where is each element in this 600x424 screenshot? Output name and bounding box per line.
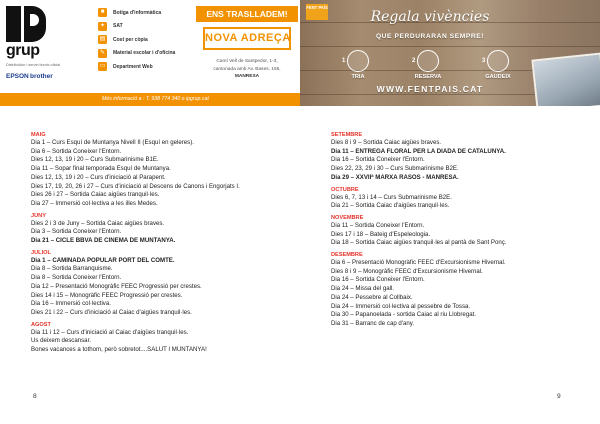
event-item: Dies 22, 23, 29 i 30 – Curs Submarinisme B2E.	[331, 165, 459, 173]
distribution-text: Distribuïdor i servei tècnic oficial	[6, 63, 61, 67]
event-item: Dia 11 – Sopar final temporada Esquí de Muntanya.	[31, 165, 171, 173]
service-item	[98, 60, 198, 74]
fentpais-steps	[328, 50, 528, 80]
event-item: Dies 8 i 9 – Sortida Caiac aigües braves.	[331, 139, 442, 146]
event-item-highlight: Dia 21 – CICLE BBVA DE CINEMA DE MUNTANYA.	[31, 237, 176, 245]
step-circle-icon	[347, 50, 369, 72]
event-item-highlight: Dia 11 – ENTREGA FLORAL PER LA DIADA DE CATALUNYA.	[331, 147, 506, 155]
address-line-1: Camí Vell de Santpedor, 1-3,	[216, 59, 278, 64]
event-item: Dies 12, 13, 19 i 20 – Curs Submarinisme B1E.	[31, 156, 159, 164]
event-item: Dies 17 i 18 – Bateig d'Espeleologia.	[331, 230, 431, 238]
event-item: Dies 2 i 3 de Juny – Sortida Caiac aigües braves.	[31, 219, 165, 227]
event-item: Dia 16 – Immersió col·lectiva.	[31, 300, 111, 308]
month-section-desembre	[331, 252, 593, 329]
service-item	[98, 20, 198, 34]
month-section-agost	[31, 322, 293, 355]
event-item: Dia 3 – Sortida Coneixer l'Entorn.	[31, 228, 122, 236]
month-heading: SETEMBRE	[331, 132, 363, 138]
copy-icon: ▤	[99, 36, 106, 43]
event-item: Dia 24 – Pessebre al Collbaix.	[331, 293, 413, 301]
event-item: Dia 16 – Sortida Coneixer l'Entorn.	[331, 156, 425, 164]
shop-icon: ■	[98, 8, 107, 17]
moving-notice	[196, 6, 298, 88]
service-label: Material escolar i d'oficina	[113, 50, 176, 57]
fentpais-subtitle: QUE PERDURARAN SEMPRE!	[375, 33, 485, 40]
event-item: Dia 30 – Papanoelada - sortida Caiac al riu Llobregat.	[331, 311, 476, 319]
ad-banner	[0, 0, 600, 106]
monitor-icon: ▭	[99, 63, 106, 70]
address-city: MANRESA	[234, 74, 260, 79]
step-label: GAUDEIX	[485, 74, 511, 80]
event-item: Dia 11 – Sortida Coneixer l'Entorn.	[331, 221, 425, 229]
right-page-content	[331, 126, 593, 329]
event-item: Dia 24 – Immersió col·lectiva al pessebre de Tossa.	[331, 302, 471, 310]
month-section-novembre	[331, 215, 593, 248]
moving-address	[196, 58, 298, 81]
event-item: Dia 27 – Immersió col·lectiva a les illes Medes.	[31, 199, 158, 207]
service-label: Cost per còpia	[113, 36, 148, 43]
month-section-setembre	[331, 132, 593, 183]
event-item: Us deixem descansar.	[31, 337, 91, 345]
brand-epson: EPSON	[6, 73, 29, 80]
step-number: 3	[482, 58, 486, 64]
ipgrup-logo	[6, 6, 46, 42]
services-list	[98, 6, 198, 74]
event-item: Dia 11 i 12 – Curs d'iniciació al Caiac d'aigües tranquil·les.	[31, 328, 189, 336]
moving-title: ENS TRASLLADEM!	[196, 6, 298, 22]
event-item: Dies 21 i 22 – Curs d'iniciació al Caiac d'aigües tranquil·les.	[31, 308, 192, 316]
event-item: Dia 6 – Sortida Coneixer l'Entorn.	[31, 147, 122, 155]
event-item: Bones vacances a tothom, però sobretot....SALUT I MUNTANYA!	[31, 346, 207, 354]
pencil-icon: ✎	[99, 49, 106, 56]
event-item: Dia 12 – Presentació Monogràfic FEEC Progressió per crestes.	[31, 282, 202, 290]
step-number: 2	[412, 58, 416, 64]
gift-photo	[531, 52, 600, 106]
event-item: Dia 24 – Missa del gall.	[331, 285, 394, 293]
step-gaudeix	[468, 50, 528, 80]
month-section-juny	[31, 213, 293, 246]
event-item: Dia 16 – Sortida Coneixer l'Entorn.	[331, 276, 425, 284]
month-heading: MAIG	[31, 132, 46, 138]
month-section-octubre	[331, 187, 593, 211]
fentpais-title: Regala vivències	[370, 9, 490, 25]
event-item: Dies 17, 19, 20, 26 i 27 – Curs d'iniciació al Descens de Canons i Engorjats I.	[31, 182, 240, 190]
month-heading: DESEMBRE	[331, 252, 363, 259]
event-item-highlight: Dia 1 – CAMINADA POPULAR PORT DEL COMTE.	[31, 256, 175, 264]
fentpais-url: WWW.FENTPAIS.CAT	[376, 84, 484, 94]
event-item: Dies 6, 7, 13 i 14 – Curs Submarinisme B2E.	[331, 193, 452, 201]
step-circle-icon	[487, 50, 509, 72]
event-item-highlight: Dia 29 – XXVIIª MARXA RASOS - MANRESA.	[331, 173, 459, 181]
event-item: Dia 21 – Sortida Caiac d'aigües tranquil·les.	[331, 202, 450, 210]
event-item: Dia 8 – Sortida Coneixer l'Entorn.	[31, 274, 122, 282]
service-label: SAT	[113, 23, 123, 30]
brand-brother: brother	[30, 73, 53, 80]
step-number: 1	[342, 58, 346, 64]
step-circle-icon	[417, 50, 439, 72]
wrench-icon: ✦	[99, 22, 106, 29]
month-section-maig	[31, 132, 293, 209]
step-label: RESERVA	[414, 74, 442, 80]
event-item: Dies 26 i 27 – Sortida Caiac aigües tranquil·les.	[31, 191, 160, 199]
event-item: Dia 1 – Curs Esquí de Muntanya Nivell II (Esquí en geleres).	[31, 139, 194, 146]
step-reserva	[398, 50, 458, 80]
ad-footer: Més informació a : T. 938 774 340 o ipgrup.cat	[0, 93, 300, 106]
fentpais-ad	[300, 0, 600, 106]
fentpais-logo: FENT PAÍS	[306, 4, 328, 20]
event-item: Dies 14 i 15 – Monogràfic FEEC Progressió per crestes.	[31, 291, 183, 299]
service-item	[98, 6, 198, 20]
new-address-label: NOVA ADREÇA	[203, 27, 291, 50]
event-item: Dia 31 – Barranc de cap d'any.	[331, 319, 415, 327]
month-heading: NOVEMBRE	[331, 214, 364, 221]
event-item: Dies 8 i 9 – Monogràfic FEEC d'Excursionisme Hivernal.	[331, 267, 483, 275]
step-tria	[328, 50, 388, 80]
page-number-right: 9	[557, 393, 561, 400]
month-section-juliol	[31, 250, 293, 318]
service-item	[98, 47, 198, 61]
month-heading: OCTUBRE	[331, 186, 359, 193]
event-item: Dia 18 – Sortida Caiac aigües tranquil·les al pantà de Sant Ponç.	[331, 239, 507, 247]
address-line-2: cantonada amb Av. Bases, 155,	[213, 66, 281, 72]
event-item: Dia 6 – Presentació Monogràfic FEEC d'Excursionisme Hivernal.	[331, 259, 506, 267]
step-label: TRIA	[351, 74, 365, 80]
ipgrup-ad	[0, 0, 300, 106]
left-page-content	[31, 126, 293, 355]
page-number-left: 8	[33, 393, 37, 400]
service-label: Botiga d'informàtica	[113, 9, 162, 16]
service-item	[98, 33, 198, 47]
event-item: Dies 12, 13, 19 i 20 – Curs d'iniciació al Parapent.	[31, 173, 166, 181]
month-heading: JULIOL	[31, 249, 51, 256]
month-heading: AGOST	[31, 321, 51, 328]
service-label: Department Web	[113, 63, 153, 70]
month-heading: JUNY	[31, 212, 46, 219]
event-item: Dia 8 – Sortida Barranquisme.	[31, 265, 113, 273]
logo-text: grup	[6, 42, 40, 59]
